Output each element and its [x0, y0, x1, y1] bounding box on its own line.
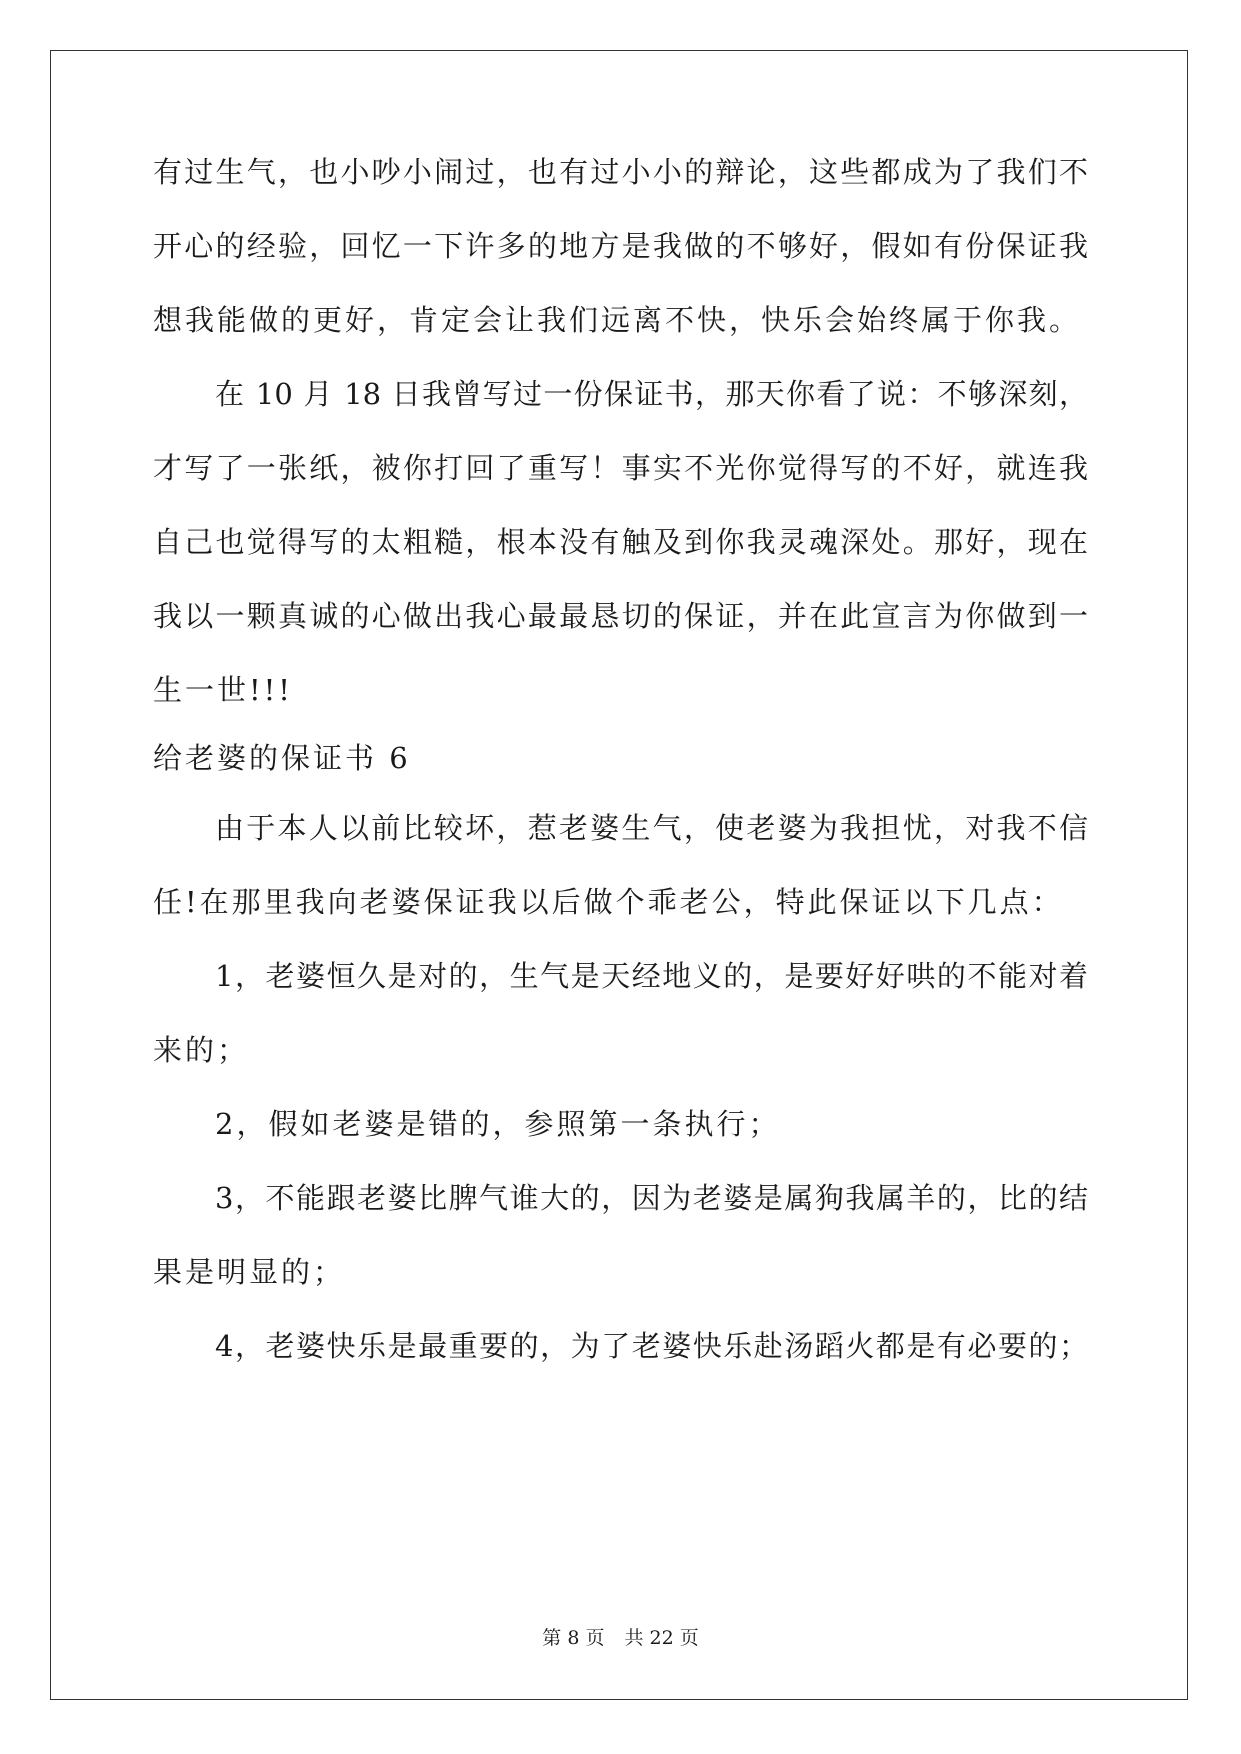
paragraph-line: 想我能做的更好，肯定会让我们远离不快，快乐会始终属于你我。 — [153, 303, 1082, 337]
list-item-line: 4，老婆快乐是最重要的，为了老婆快乐赴汤蹈火都是有必要的； — [215, 1329, 1088, 1363]
total-pages-label: 共 22 页 — [624, 1627, 699, 1649]
list-item-line: 3，不能跟老婆比脾气谁大的，因为老婆是属狗我属羊的，比的结 — [215, 1181, 1088, 1215]
list-item-line: 1，老婆恒久是对的，生气是天经地义的，是要好好哄的不能对着 — [215, 959, 1088, 993]
list-item-line: 果是明显的； — [153, 1255, 346, 1289]
current-page-label: 第 8 页 — [542, 1627, 605, 1649]
paragraph-line: 开心的经验，回忆一下许多的地方是我做的不够好，假如有份保证我 — [153, 229, 1088, 263]
list-item-line: 2，假如老婆是错的，参照第一条执行； — [215, 1107, 781, 1141]
section-heading: 给老婆的保证书 6 — [153, 741, 411, 775]
page-border — [50, 50, 1188, 1700]
page-footer — [0, 1626, 1241, 1650]
paragraph-line: 由于本人以前比较坏，惹老婆生气，使老婆为我担忧，对我不信 — [215, 811, 1088, 845]
paragraph-line: 生一世!!! — [153, 673, 293, 707]
paragraph-line: 有过生气，也小吵小闹过，也有过小小的辩论，这些都成为了我们不 — [153, 155, 1088, 189]
paragraph-line: 我以一颗真诚的心做出我心最最恳切的保证，并在此宣言为你做到一 — [153, 599, 1088, 633]
paragraph-line: 任!在那里我向老婆保证我以后做个乖老公，特此保证以下几点： — [153, 885, 1064, 919]
paragraph-line: 才写了一张纸，被你打回了重写！事实不光你觉得写的不好，就连我 — [153, 451, 1088, 485]
paragraph-line: 自己也觉得写的太粗糙，根本没有触及到你我灵魂深处。那好，现在 — [153, 525, 1088, 559]
list-item-line: 来的； — [153, 1033, 250, 1067]
paragraph-line: 在 10 月 18 日我曾写过一份保证书，那天你看了说：不够深刻， — [215, 377, 1088, 411]
